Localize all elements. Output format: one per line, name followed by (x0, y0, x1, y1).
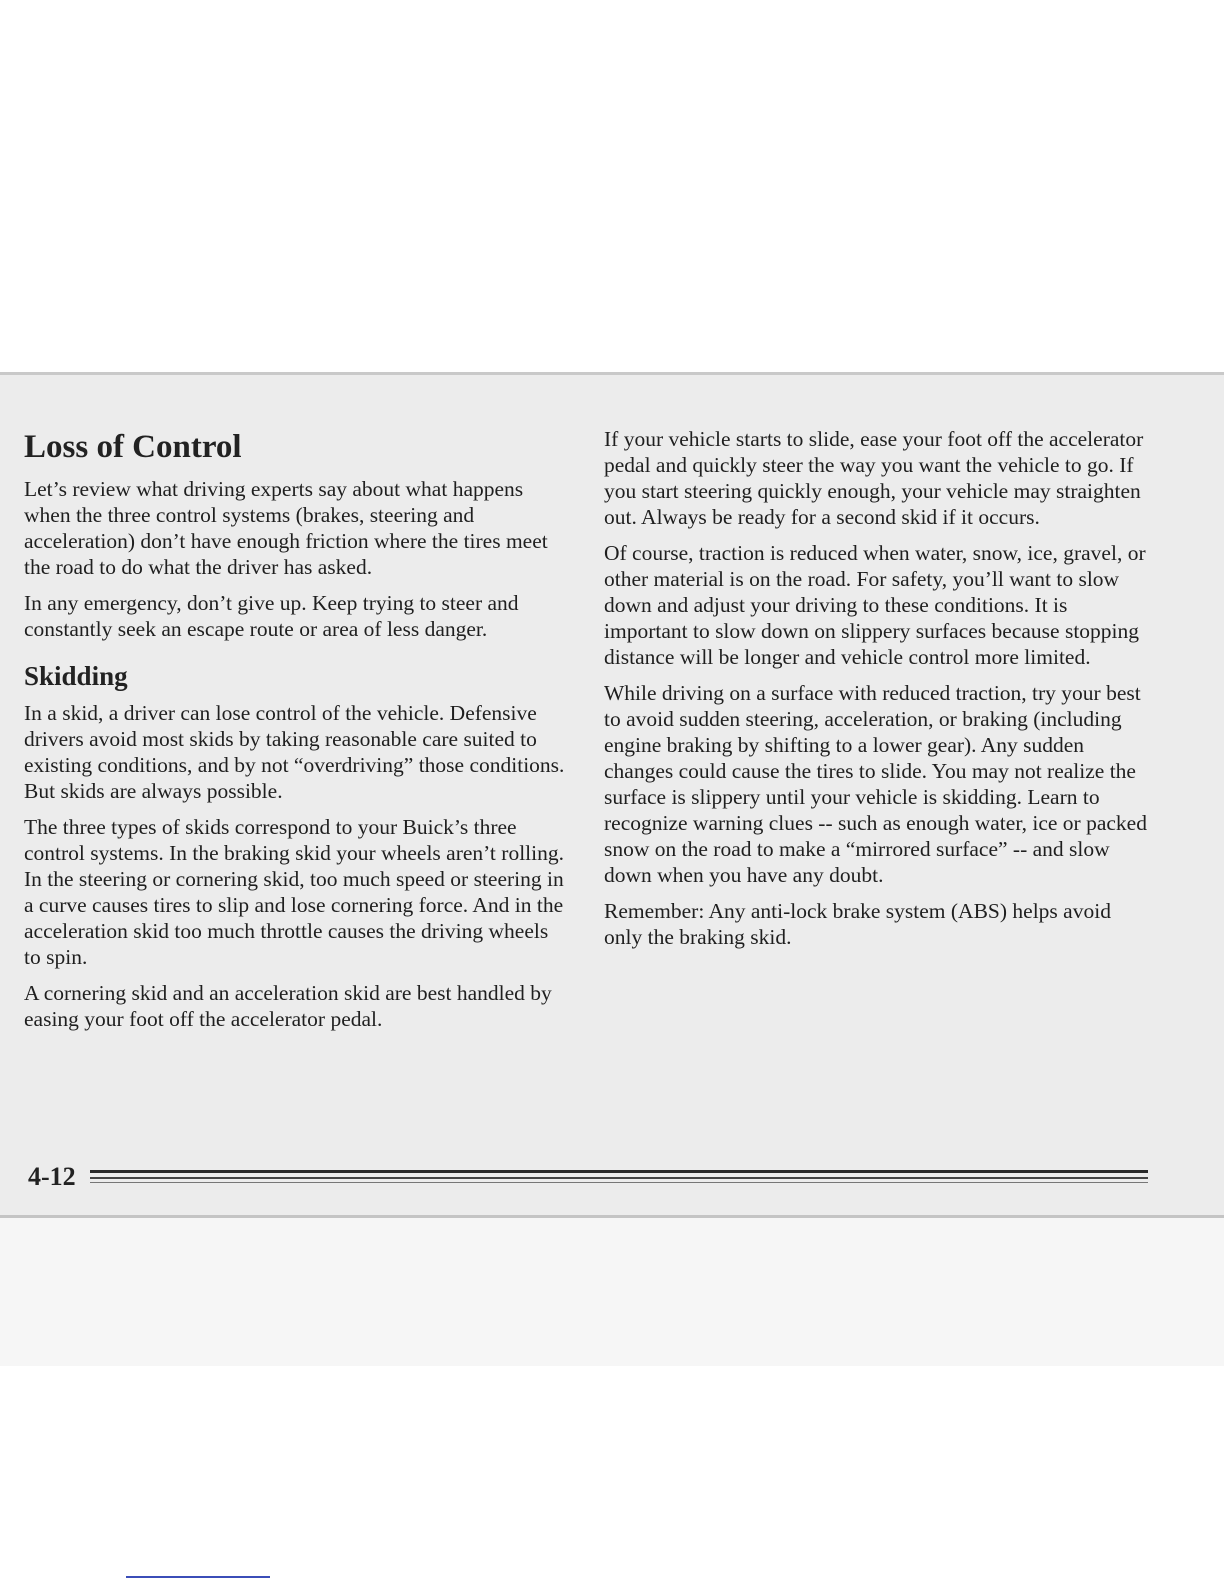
paragraph-skid-control: In a skid, a driver can lose control of the vehicle. Defensive drivers avoid most skids by taking reasonable care suited to existing conditions, and by not “overdriving” those conditions. But skids are always possible. (24, 701, 565, 803)
footer-rule-line (90, 1177, 1148, 1179)
paragraph-vehicle-slide: If your vehicle starts to slide, ease your foot off the accelerator pedal and quickly steer the way you want the vehicle to go. If you start steering quickly enough, your vehicle may straighten out. Always be ready for a second skid if it occurs. (604, 427, 1144, 529)
paragraph-reduced-traction-driving: While driving on a surface with reduced traction, try your best to avoid sudden steering, acceleration, or braking (including engine braking by shifting to a lower gear). Any sudden changes could cause the tires to slide. You may not realize the surface is slippery until your vehicle is skidding. Learn to recognize warning clues -- such as enough water, ice or packed snow on the road to make a “mirrored surface” -- and slow down when you have any doubt. (604, 681, 1147, 887)
left-column (24, 428, 569, 1042)
paragraph-skid-types: The three types of skids correspond to your Buick’s three control systems. In the braking skid your wheels aren’t rolling. In the steering or cornering skid, too much speed or steering in a curve causes tires to slip and lose cornering force. And in the acceleration skid too much throttle causes the driving wheels to spin. (24, 815, 564, 969)
footer-rule (90, 1166, 1148, 1186)
paragraph-emergency: In any emergency, don’t give up. Keep trying to steer and constantly seek an escape route or area of less danger. (24, 591, 519, 641)
paragraph-cornering-skid: A cornering skid and an acceleration skid are best handled by easing your foot off the accelerator pedal. (24, 981, 552, 1031)
paragraph-abs-reminder: Remember: Any anti-lock brake system (ABS) helps avoid only the braking skid. (604, 899, 1111, 949)
page-number: 4-12 (28, 1162, 76, 1191)
bottom-underline (126, 1576, 270, 1578)
lower-margin-band (0, 1218, 1224, 1366)
footer-rule-line (90, 1182, 1148, 1183)
subsection-title-skidding: Skidding (24, 661, 128, 691)
paragraph-traction-reduced: Of course, traction is reduced when water, snow, ice, gravel, or other material is on the road. For safety, you’ll want to slow down and adjust your driving to these conditions. It is important to slow down on slippery surfaces because stopping distance will be longer and vehicle control more limited. (604, 541, 1146, 669)
section-title-loss-of-control: Loss of Control (24, 429, 242, 465)
footer-rule-line (90, 1170, 1148, 1173)
right-column (604, 426, 1149, 960)
paragraph-experts-review: Let’s review what driving experts say about what happens when the three control systems (brakes, steering and acceleration) don’t have enough friction where the tires meet the road to do what the driver has asked. (24, 477, 548, 579)
